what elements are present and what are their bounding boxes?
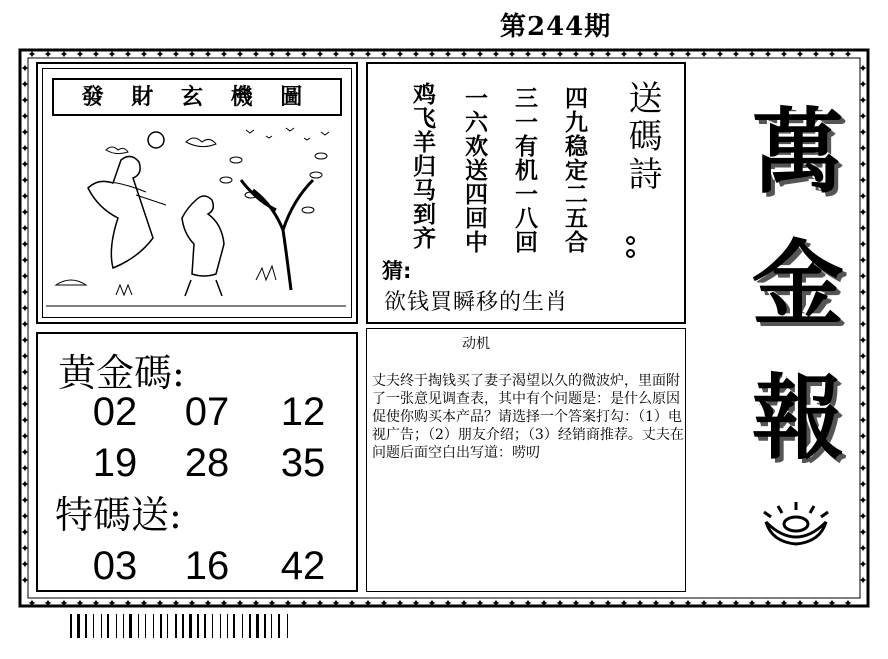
border-star: ✦ — [20, 398, 30, 411]
special-code: 42 — [280, 544, 326, 588]
illustration-figures — [46, 120, 346, 316]
border-star: ✦ — [667, 597, 677, 608]
border-star: ✦ — [171, 597, 181, 608]
border-star: ✦ — [459, 48, 469, 61]
poem-title-colon — [626, 236, 636, 260]
border-star: ✦ — [59, 597, 69, 608]
border-star: ✦ — [858, 558, 868, 571]
barcode-bar — [175, 614, 177, 638]
barcode-bar — [160, 614, 162, 638]
border-star: ✦ — [139, 48, 149, 61]
border-star: ✦ — [858, 94, 868, 107]
brand-char-3: 報 — [752, 364, 845, 472]
border-star: ✦ — [315, 48, 325, 61]
border-star: ✦ — [507, 597, 517, 608]
border-star: ✦ — [635, 597, 645, 608]
picture-title: 發 財 玄 機 圖 — [52, 78, 342, 116]
gold-code: 07 — [184, 390, 230, 434]
border-star: ✦ — [155, 597, 165, 608]
border-star: ✦ — [395, 48, 405, 61]
border-star: ✦ — [20, 318, 30, 331]
border-star: ✦ — [43, 48, 53, 61]
border-star: ✦ — [20, 238, 30, 251]
border-star: ✦ — [699, 48, 709, 61]
border-star: ✦ — [20, 494, 30, 507]
border-star: ✦ — [427, 48, 437, 61]
border-star: ✦ — [555, 48, 565, 61]
barcode-bar — [227, 614, 228, 638]
border-star: ✦ — [139, 597, 149, 608]
border-star: ✦ — [171, 48, 181, 61]
border-star: ✦ — [811, 48, 821, 61]
barcode-bar — [197, 614, 199, 638]
border-star: ✦ — [523, 597, 533, 608]
border-star: ✦ — [315, 597, 325, 608]
border-star: ✦ — [363, 48, 373, 61]
border-star: ✦ — [539, 597, 549, 608]
border-star: ✦ — [20, 366, 30, 379]
border-star: ✦ — [187, 48, 197, 61]
border-star: ✦ — [858, 190, 868, 203]
border-star: ✦ — [715, 48, 725, 61]
border-star: ✦ — [491, 597, 501, 608]
border-star: ✦ — [203, 48, 213, 61]
border-star: ✦ — [251, 48, 261, 61]
barcode-bar — [212, 614, 213, 638]
border-star: ✦ — [251, 597, 261, 608]
special-codes-label: 特碼送: — [55, 493, 182, 537]
border-star: ✦ — [539, 48, 549, 61]
border-star: ✦ — [219, 597, 229, 608]
border-star: ✦ — [459, 597, 469, 608]
border-star: ✦ — [858, 158, 868, 171]
border-star: ✦ — [20, 510, 30, 523]
brand-char-1: 萬 — [752, 98, 845, 206]
border-star: ✦ — [20, 126, 30, 139]
border-star: ✦ — [858, 302, 868, 315]
barcode-bar — [138, 614, 139, 638]
brand-char-2: 金 — [752, 230, 845, 338]
border-star: ✦ — [507, 48, 517, 61]
border-star: ✦ — [20, 78, 30, 91]
border-star: ✦ — [571, 48, 581, 61]
border-star: ✦ — [858, 62, 868, 75]
border-star: ✦ — [827, 48, 837, 61]
border-star: ✦ — [107, 597, 117, 608]
border-star: ✦ — [858, 142, 868, 155]
border-star: ✦ — [363, 597, 373, 608]
border-star: ✦ — [858, 270, 868, 283]
guess-text: 欲钱買瞬移的生肖 — [384, 290, 569, 315]
border-star: ✦ — [411, 597, 421, 608]
poem-title: 送碼詩 — [622, 80, 662, 194]
border-star: ✦ — [20, 302, 30, 315]
gold-ingot-icon — [756, 500, 836, 550]
border-star: ✦ — [699, 597, 709, 608]
poem-line-1: 四九稳定二五合 — [561, 86, 587, 254]
border-star: ✦ — [858, 206, 868, 219]
border-star: ✦ — [27, 597, 37, 608]
border-star: ✦ — [858, 254, 868, 267]
border-star: ✦ — [331, 48, 341, 61]
gold-codes-label: 黄金碼: — [58, 351, 185, 395]
barcode-bar — [264, 614, 266, 638]
story-body: 丈夫终于掏钱买了妻子渴望以久的微波炉，里面附了一张意见调查表，其中有个问题是：是什么原因促使你购买本产品？请选择一个答案打勾：（1）电视广告；（2）朋友介绍；（3）经销商推荐。丈夫在问题后面空白出写道：唠叨 — [372, 373, 684, 461]
barcode-bar — [278, 614, 280, 638]
border-star: ✦ — [747, 48, 757, 61]
border-star: ✦ — [267, 597, 277, 608]
border-star: ✦ — [20, 158, 30, 171]
border-star: ✦ — [395, 597, 405, 608]
barcode-bar — [189, 614, 192, 638]
border-star: ✦ — [858, 462, 868, 475]
border-star: ✦ — [20, 334, 30, 347]
gold-code: 28 — [184, 441, 230, 485]
barcode-bar — [77, 614, 80, 638]
border-star: ✦ — [587, 48, 597, 61]
border-star: ✦ — [858, 366, 868, 379]
border-star: ✦ — [731, 48, 741, 61]
special-code: 03 — [92, 544, 138, 588]
border-star: ✦ — [27, 48, 37, 61]
border-star: ✦ — [651, 597, 661, 608]
border-star: ✦ — [843, 597, 853, 608]
border-star: ✦ — [20, 382, 30, 395]
border-star: ✦ — [20, 110, 30, 123]
barcode-bar — [107, 614, 109, 638]
border-star: ✦ — [235, 48, 245, 61]
border-star: ✦ — [858, 446, 868, 459]
border-star: ✦ — [20, 462, 30, 475]
border-star: ✦ — [858, 574, 868, 587]
gold-code: 35 — [280, 441, 326, 485]
border-star: ✦ — [555, 597, 565, 608]
border-star: ✦ — [603, 48, 613, 61]
border-star: ✦ — [20, 270, 30, 283]
border-star: ✦ — [491, 48, 501, 61]
border-star: ✦ — [443, 48, 453, 61]
barcode-bar — [85, 614, 87, 638]
border-star: ✦ — [91, 48, 101, 61]
barcode-bar — [129, 614, 132, 638]
border-star: ✦ — [858, 350, 868, 363]
border-star: ✦ — [667, 48, 677, 61]
story-heading: 动机 — [462, 336, 490, 352]
barcode-bar — [93, 614, 94, 638]
barcode-bar — [145, 614, 146, 638]
border-star: ✦ — [795, 48, 805, 61]
border-star: ✦ — [203, 597, 213, 608]
border-star: ✦ — [795, 597, 805, 608]
barcode-bar — [233, 614, 235, 638]
border-star: ✦ — [235, 597, 245, 608]
border-star: ✦ — [283, 597, 293, 608]
gold-code: 02 — [92, 390, 138, 434]
border-star: ✦ — [475, 48, 485, 61]
border-star: ✦ — [475, 597, 485, 608]
border-star: ✦ — [763, 597, 773, 608]
border-star: ✦ — [858, 110, 868, 123]
border-star: ✦ — [858, 398, 868, 411]
barcode-bar — [116, 614, 117, 638]
border-star: ✦ — [523, 48, 533, 61]
border-star: ✦ — [651, 48, 661, 61]
border-star: ✦ — [443, 597, 453, 608]
gold-code: 12 — [280, 390, 326, 434]
border-star: ✦ — [20, 286, 30, 299]
border-star: ✦ — [858, 126, 868, 139]
special-code: 16 — [184, 544, 230, 588]
border-star: ✦ — [75, 48, 85, 61]
border-star: ✦ — [20, 94, 30, 107]
poem-line-4: 鸡飞羊归马到齐 — [409, 82, 435, 250]
border-star: ✦ — [43, 597, 53, 608]
border-star: ✦ — [155, 48, 165, 61]
poem-line-2: 三一有机一八回 — [511, 86, 537, 254]
border-star: ✦ — [347, 597, 357, 608]
border-star: ✦ — [379, 48, 389, 61]
border-star: ✦ — [20, 446, 30, 459]
border-star: ✦ — [379, 597, 389, 608]
border-star: ✦ — [619, 48, 629, 61]
border-star: ✦ — [187, 597, 197, 608]
border-star: ✦ — [411, 48, 421, 61]
border-star: ✦ — [731, 597, 741, 608]
border-star: ✦ — [779, 48, 789, 61]
border-star: ✦ — [858, 494, 868, 507]
border-star: ✦ — [683, 48, 693, 61]
border-star: ✦ — [20, 222, 30, 235]
barcode-bar — [182, 614, 184, 638]
border-star: ✦ — [20, 558, 30, 571]
barcode-bar — [70, 614, 72, 638]
border-star: ✦ — [20, 206, 30, 219]
border-star: ✦ — [858, 238, 868, 251]
border-star: ✦ — [858, 526, 868, 539]
border-star: ✦ — [858, 382, 868, 395]
guess-label: 猜: — [382, 259, 412, 283]
border-star: ✦ — [747, 597, 757, 608]
border-star: ✦ — [587, 597, 597, 608]
border-star: ✦ — [59, 48, 69, 61]
border-star: ✦ — [779, 597, 789, 608]
border-star: ✦ — [20, 574, 30, 587]
border-star: ✦ — [683, 597, 693, 608]
border-star: ✦ — [20, 142, 30, 155]
border-star: ✦ — [571, 597, 581, 608]
border-star: ✦ — [827, 597, 837, 608]
border-star: ✦ — [123, 597, 133, 608]
border-star: ✦ — [20, 350, 30, 363]
border-star: ✦ — [843, 48, 853, 61]
border-star: ✦ — [715, 597, 725, 608]
border-star: ✦ — [267, 48, 277, 61]
border-star: ✦ — [20, 542, 30, 555]
border-star: ✦ — [91, 597, 101, 608]
border-star: ✦ — [20, 414, 30, 427]
barcode-bar — [123, 614, 124, 638]
border-star: ✦ — [619, 597, 629, 608]
border-star: ✦ — [20, 478, 30, 491]
barcode-bar — [101, 614, 102, 638]
border-star: ✦ — [858, 334, 868, 347]
border-star: ✦ — [347, 48, 357, 61]
border-star: ✦ — [858, 318, 868, 331]
barcode-bar — [256, 614, 259, 638]
border-star: ✦ — [858, 542, 868, 555]
barcode-bar — [220, 614, 221, 638]
border-star: ✦ — [299, 48, 309, 61]
border-star: ✦ — [20, 174, 30, 187]
border-star: ✦ — [20, 430, 30, 443]
border-star: ✦ — [331, 597, 341, 608]
barcode-bar — [167, 614, 168, 638]
barcode-bar — [271, 614, 272, 638]
border-star: ✦ — [858, 510, 868, 523]
border-star: ✦ — [763, 48, 773, 61]
border-star: ✦ — [858, 478, 868, 491]
border-star: ✦ — [75, 597, 85, 608]
barcode-bar — [204, 614, 206, 638]
barcode-bar — [242, 614, 243, 638]
border-star: ✦ — [858, 174, 868, 187]
barcode-bar — [153, 614, 154, 638]
gold-code: 19 — [92, 441, 138, 485]
border-star: ✦ — [299, 597, 309, 608]
border-star: ✦ — [283, 48, 293, 61]
border-star: ✦ — [635, 48, 645, 61]
border-star: ✦ — [858, 78, 868, 91]
border-star: ✦ — [219, 48, 229, 61]
border-star: ✦ — [811, 597, 821, 608]
border-star: ✦ — [858, 430, 868, 443]
border-star: ✦ — [603, 597, 613, 608]
barcode-bar — [249, 614, 251, 638]
poem-line-3: 一六欢送四回中 — [461, 86, 487, 254]
border-star: ✦ — [858, 414, 868, 427]
border-star: ✦ — [20, 62, 30, 75]
border-star: ✦ — [858, 222, 868, 235]
border-star: ✦ — [107, 48, 117, 61]
border-star: ✦ — [427, 597, 437, 608]
issue-number: 第244期 — [500, 12, 612, 42]
border-star: ✦ — [123, 48, 133, 61]
border-star: ✦ — [20, 254, 30, 267]
barcode-bar — [287, 614, 288, 638]
border-star: ✦ — [20, 526, 30, 539]
barcode — [70, 612, 320, 640]
border-star: ✦ — [20, 190, 30, 203]
border-star: ✦ — [858, 286, 868, 299]
